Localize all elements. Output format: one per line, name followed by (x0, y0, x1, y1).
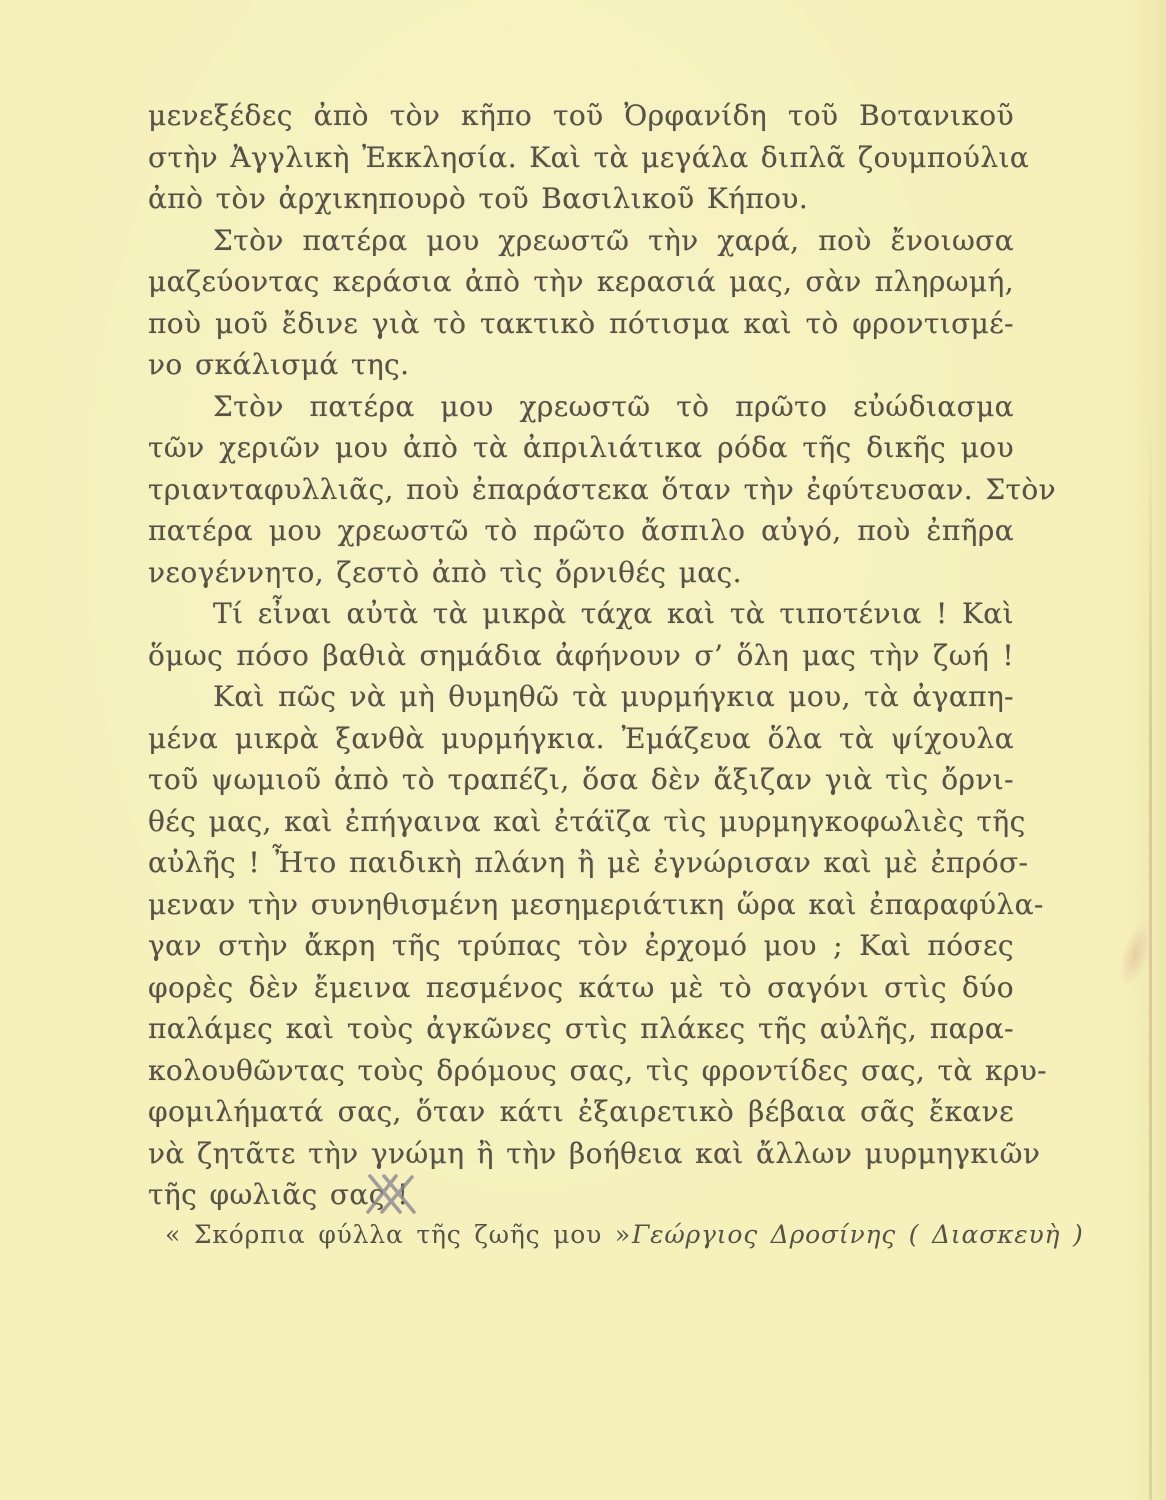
red-smudge-artifact (1112, 918, 1158, 993)
source-title: « Σκόρπια φύλλα τῆς ζωῆς μου » (165, 1220, 631, 1249)
text-line: ποὺ μοῦ ἔδινε γιὰ τὸ τακτικὸ πότισμα καὶ τὸ φροντισμέ- (148, 306, 1014, 340)
text-line: τῶν χεριῶν μου ἀπὸ τὰ ἀπριλιάτικα ρόδα τῆς δικῆς μου (148, 431, 1014, 464)
text-line: φορὲς δὲν ἔμεινα πεσμένος κάτω μὲ τὸ σαγόνι στὶς δύο (148, 970, 1014, 1004)
text-line: παλάμες καὶ τοὺς ἀγκῶνες στὶς πλάκες τῆς αὐλῆς, παρα- (148, 1012, 1014, 1045)
text-line: τοῦ ψωμιοῦ ἀπὸ τὸ τραπέζι, ὅσα δὲν ἄξιζαν γιὰ τὶς ὄρνι- (148, 763, 1014, 796)
text-line: τῆς φωλιᾶς σας ! (148, 1178, 409, 1211)
text-line: γαν στὴν ἄκρη τῆς τρύπας τὸν ἐρχομό μου ; Καὶ πόσες (148, 929, 1014, 962)
text-line: Στὸν πατέρα μου χρεωστῶ τὴν χαρά, ποὺ ἔνοιωσα (213, 223, 1014, 257)
author-credit: Γεώργιος Δροσίνης ( Διασκευὴ ) (632, 1220, 1084, 1249)
text-line: νὰ ζητᾶτε τὴν γνώμη ἢ τὴν βοήθεια καὶ ἄλλων μυρμηγκιῶν (148, 1136, 1041, 1170)
text-line: φομιλήματά σας, ὅταν κάτι ἐξαιρετικὸ βέβαια σᾶς ἔκανε (148, 1095, 1014, 1128)
text-line: πατέρα μου χρεωστῶ τὸ πρῶτο ἄσπιλο αὐγό, ποὺ ἐπῆρα (148, 514, 1014, 547)
text-line: μένα μικρὰ ξανθὰ μυρμήγκια. Ἐμάζευα ὅλα τὰ ψίχουλα (148, 721, 1014, 755)
text-line: αὐλῆς ! Ἦτο παιδικὴ πλάνη ἢ μὲ ἐγνώρισαν καὶ μὲ ἐπρόσ- (148, 846, 1029, 879)
text-line: ἀπὸ τὸν ἀρχικηπουρὸ τοῦ Βασιλικοῦ Κήπου. (148, 182, 809, 215)
text-line: ὅμως πόσο βαθιὰ σημάδια ἀφήνουν σ’ ὅλη μας τὴν ζωή ! (148, 638, 1014, 672)
pencil-x-mark (364, 1172, 420, 1216)
text-line: νεογέννητο, ζεστὸ ἀπὸ τὶς ὄρνιθές μας. (148, 555, 742, 589)
text-line: θές μας, καὶ ἐπήγαινα καὶ ἐτάϊζα τὶς μυρμηγκοφωλιὲς τῆς (148, 804, 1026, 838)
text-block (148, 95, 1057, 1216)
scan-edge-shadow (1126, 0, 1166, 1500)
text-line: Στὸν πατέρα μου χρεωστῶ τὸ πρῶτο εὐώδιασμα (213, 389, 1014, 423)
text-line: τριανταφυλλιᾶς, ποὺ ἐπαράστεκα ὅταν τὴν ἐφύτευσαν. Στὸν (148, 472, 1057, 506)
text-line: Τί εἶναι αὐτὰ τὰ μικρὰ τάχα καὶ τὰ τιποτένια ! Καὶ (213, 597, 1014, 630)
text-line: κολουθῶντας τοὺς δρόμους σας, τὶς φροντίδες σας, τὰ κρυ- (148, 1053, 1048, 1087)
text-line: νο σκάλισμά της. (148, 348, 410, 381)
footer (0, 1220, 1166, 1264)
text-line: μενεξέδες ἀπὸ τὸν κῆπο τοῦ Ὀρφανίδη τοῦ Βοτανικοῦ (148, 99, 1014, 132)
text-line: μαζεύοντας κεράσια ἀπὸ τὴν κερασιά μας, σὰν πληρωμή, (148, 265, 1014, 298)
text-line: μεναν τὴν συνηθισμένη μεσημεριάτικη ὥρα καὶ ἐπαραφύλα- (148, 887, 1044, 921)
text-line: στὴν Ἀγγλικὴ Ἐκκλησία. Καὶ τὰ μεγάλα διπλᾶ ζουμπούλια (148, 140, 1030, 174)
scan-edge-line-artifact (1149, 420, 1152, 1500)
text-line: Καὶ πῶς νὰ μὴ θυμηθῶ τὰ μυρμήγκια μου, τὰ ἀγαπη- (213, 680, 1014, 713)
